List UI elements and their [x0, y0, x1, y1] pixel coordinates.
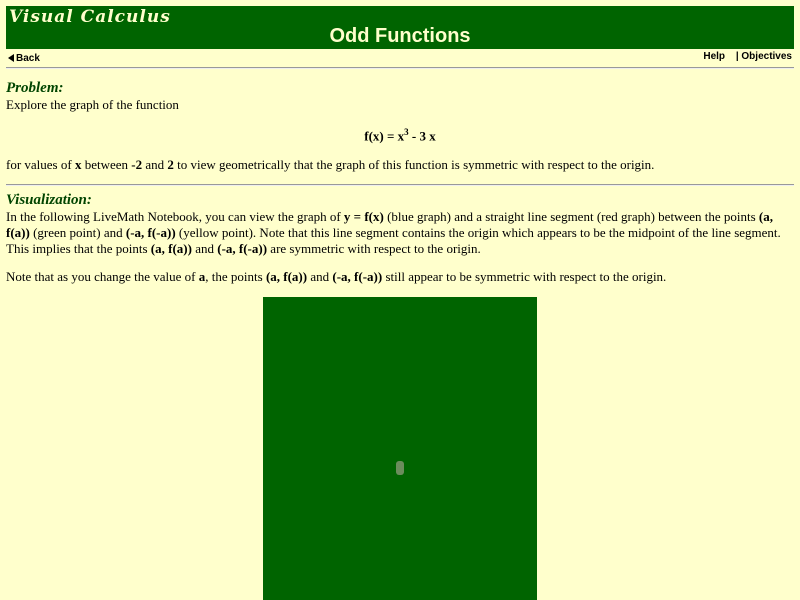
problem-sentence — [6, 157, 792, 173]
sentence-part: between — [81, 157, 132, 172]
para-text: In the following LiveMath Notebook, you can view the graph of — [6, 209, 344, 224]
lower-bound: -2 — [131, 157, 143, 172]
sentence-part: and — [142, 157, 168, 172]
para-text: (yellow point). Note that this line segment contains the origin which appears to be the midpoint of the line segment. This implies that the points — [6, 225, 781, 256]
brand-logo: Visual Calculus — [9, 7, 171, 27]
livemath-notebook[interactable] — [263, 297, 537, 600]
math-term: (-a, f(-a)) — [332, 269, 383, 284]
nav-links — [703, 51, 792, 62]
visualization-paragraph-2 — [6, 269, 792, 285]
divider-top — [6, 67, 794, 69]
function-formula — [0, 127, 800, 144]
para-text: (green point) and — [29, 225, 126, 240]
math-term: a — [198, 269, 206, 284]
back-link[interactable] — [8, 53, 40, 64]
para-text: and — [307, 269, 333, 284]
variable-x: x — [74, 157, 82, 172]
divider-middle — [6, 184, 794, 186]
formula-exponent: 3 — [404, 127, 409, 137]
plugin-placeholder-icon — [396, 461, 404, 475]
help-link[interactable]: Help — [703, 51, 726, 62]
formula-rest: - 3 x — [408, 128, 436, 144]
math-term: (-a, f(-a)) — [125, 225, 176, 240]
objectives-link[interactable]: Objectives — [741, 51, 792, 62]
header-banner — [6, 6, 794, 49]
formula-lhs: f(x) = x — [364, 128, 405, 144]
para-text: (blue graph) and a straight line segment (red graph) between the points — [383, 209, 759, 224]
math-term: (a, f(a)) — [265, 269, 308, 284]
math-term: (-a, f(-a)) — [217, 241, 268, 256]
back-label: Back — [16, 53, 40, 64]
nav-separator: | — [735, 51, 739, 62]
sentence-part: for values of — [6, 157, 75, 172]
math-term: (a, f(a)) — [6, 209, 773, 240]
visualization-paragraph-1 — [6, 209, 792, 257]
math-term: (a, f(a)) — [150, 241, 192, 256]
back-arrow-icon — [8, 54, 14, 62]
para-text: Note that as you change the value of — [6, 269, 199, 284]
para-text: , the points — [205, 269, 266, 284]
para-text: still appear to be symmetric with respect to the origin. — [382, 269, 667, 284]
problem-intro: Explore the graph of the function — [6, 97, 179, 112]
math-term: y = f(x) — [343, 209, 384, 224]
problem-heading: Problem: — [6, 80, 64, 96]
para-text: are symmetric with respect to the origin. — [267, 241, 481, 256]
nav-bar — [6, 51, 794, 65]
visualization-heading: Visualization: — [6, 192, 92, 208]
para-text: and — [191, 241, 218, 256]
sentence-part: to view geometrically that the graph of this function is symmetric with respect to the origin. — [173, 157, 655, 172]
upper-bound: 2 — [167, 157, 174, 172]
page-title: Odd Functions — [329, 25, 471, 47]
